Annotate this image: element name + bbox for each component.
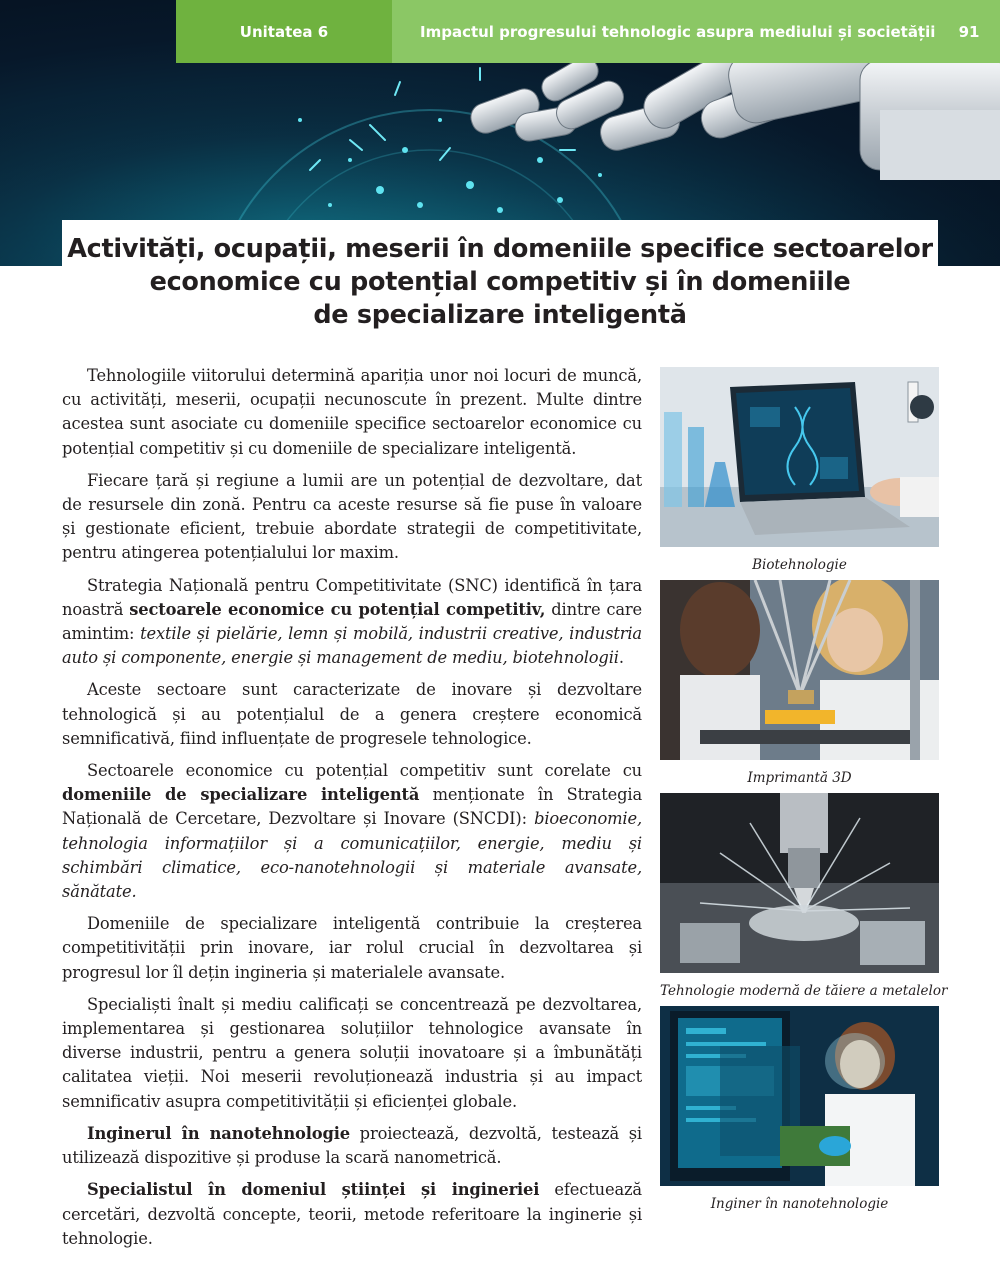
- paragraph-1: Tehnologiile viitorului determină apariția unor noi locuri de muncă, cu activități, meserii, ocupații necunoscute în prezent. Multe dintre acestea sunt asociate cu domeniile specifice sectoarelor economice cu potențial competitiv și cu domeniile de specializare inteligentă.: [62, 366, 642, 458]
- topic-label: Impactul progresului tehnologic asupra mediului și societății: [420, 22, 936, 41]
- p5-text-c: menționate în Strategia Națională de Cercetare, Dezvoltare și Inovare (SNCDI):: [62, 785, 642, 829]
- caption-nanotech-engineer: Inginer în nanotehnologie: [710, 1196, 889, 1212]
- p8-text: proiectează, dezvoltă, testează și utilizează dispozitive și produse la scară nanometrică.: [62, 1123, 642, 1168]
- body-text: [62, 364, 642, 1259]
- p5-text-a: Sectoarele economice cu potențial competitiv sunt corelate cu: [87, 761, 642, 781]
- topic-tab: [392, 0, 938, 63]
- p9-text: efectuează cercetări, dezvoltă concepte, teorii, metode referitoare la inginerie și tehnologie.: [62, 1180, 642, 1248]
- metal-cutting-photo: [660, 793, 939, 973]
- unit-label: Unitatea 6: [239, 22, 329, 41]
- paragraph-5: [62, 759, 642, 904]
- paragraph-2: Fiecare țară și regiune a lumii are un potențial de dezvoltare, dat de resursele din zonă. Pentru ca aceste resurse să fie puse în valoare și gestionate eficient, trebuie abordate strategii de competitivitate, pentru atingerea potențialului lor maxim.: [62, 470, 642, 563]
- unit-tab: [176, 0, 392, 63]
- caption-biotechnology: Biotehnologie: [752, 557, 847, 573]
- paragraph-3: [62, 574, 642, 671]
- title-line-3: de specializare inteligentă: [313, 299, 687, 330]
- p5-bold: domeniile de specializare inteligentă: [62, 785, 420, 805]
- paragraph-7: Specialiști înalt și mediu calificați se concentrează pe dezvoltarea, implementarea și gestionarea soluțiilor tehnologice avansate în diverse industrii, pentru a genera soluții inovatoare și a îmbunătăți calitatea vieții. Noi meserii revoluționează industria și au impact semnificativ asupra competitivității și eficienței globale.: [62, 994, 642, 1111]
- p9-bold: Specialistul în domeniul științei și ingineriei: [87, 1180, 540, 1200]
- p3-text-c: dintre care amintim:: [62, 599, 643, 644]
- p3-italic: textile și pielărie, lemn și mobilă, industrii creative, industria auto și componente, energie și management de mediu, biotehnologii: [62, 624, 642, 668]
- figure-metal-cutting: [660, 793, 948, 999]
- p3-text-e: .: [618, 648, 624, 668]
- p3-bold: sectoarele economice cu potențial competitiv,: [129, 599, 546, 619]
- title-line-2: economice cu potențial competitiv și în domeniile: [149, 266, 851, 297]
- caption-3d-printer: Imprimantă 3D: [747, 770, 852, 786]
- page-title: [67, 233, 932, 332]
- p3-text-a: Strategia Națională pentru Competitivitate (SNC) identifică în țara noastră: [62, 575, 642, 619]
- title-line-1: Activități, ocupații, meserii în domeniile specifice sectoarelor: [67, 233, 933, 264]
- figure-biotechnology: [660, 367, 939, 573]
- paragraph-6: Domeniile de specializare inteligentă contribuie la creșterea competitivității prin inovare, iar rolul crucial în dezvoltarea și progresul lor îl dețin ingineria și materialele avansate.: [62, 914, 642, 982]
- paragraph-4: Aceste sectoare sunt caracterizate de inovare și dezvoltare tehnologică și au potențialul de a genera creștere economică semnificativă, fiind influențate de progresele tehnologice.: [62, 680, 642, 748]
- figure-nanotech-engineer: [660, 1006, 939, 1212]
- figure-3d-printer: [660, 580, 939, 786]
- caption-metal-cutting: Tehnologie modernă de tăiere a metalelor: [660, 983, 948, 999]
- nanotech-engineer-photo: [660, 1006, 939, 1186]
- biotechnology-photo: [660, 367, 939, 547]
- paragraph-9: [62, 1178, 642, 1251]
- 3d-printer-photo: [660, 580, 939, 760]
- page-number: 91: [938, 0, 1000, 63]
- paragraph-8: [62, 1122, 642, 1170]
- p5-italic: bioeconomie, tehnologia informațiilor și a comunicațiilor, energie, mediu și schimbări climatice, eco-nanotehnologii și materiale avansate, sănătate.: [62, 809, 642, 902]
- p8-bold: Inginerul în nanotehnologie: [87, 1123, 350, 1143]
- header-bar: [176, 0, 1000, 63]
- title-box: [62, 220, 938, 344]
